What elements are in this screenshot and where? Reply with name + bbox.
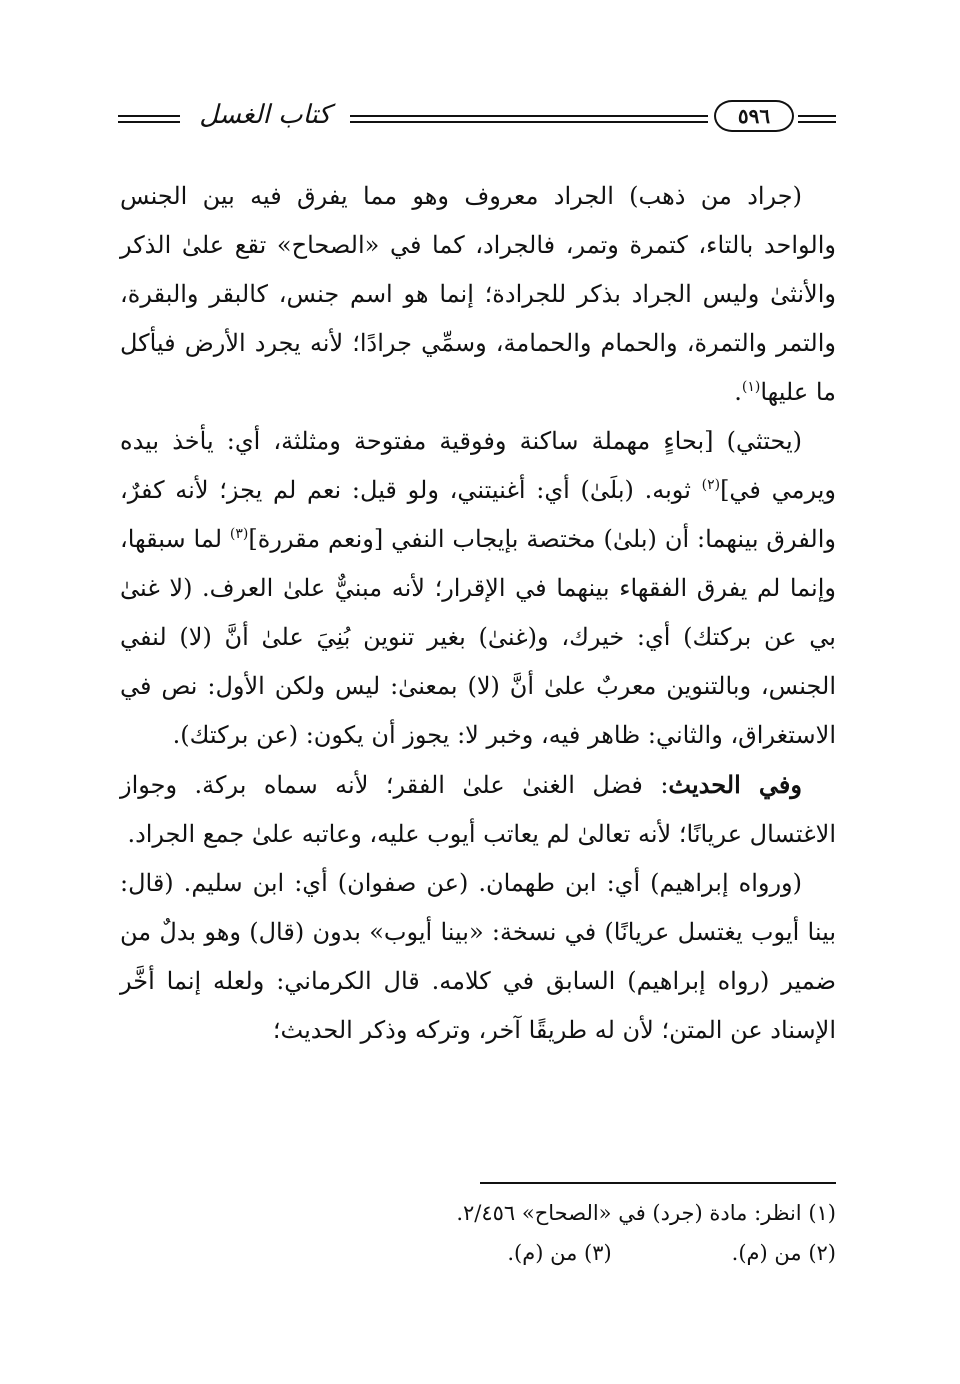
footnote-marker: (٣) bbox=[229, 526, 249, 542]
page-header bbox=[118, 98, 836, 138]
bold-heading: وفي الحديث bbox=[668, 770, 802, 799]
paragraph bbox=[120, 859, 836, 1055]
header-rule-middle bbox=[350, 115, 708, 123]
paragraph-text: ثوبه. (بلَىٰ) أي: أغنيتني، ولو قيل: نعم لم يجز؛ لأنه كفرٌ، والفرق بينهما: أن (بلىٰ) مختصة بإيجاب النفي [ونعم مقررة] bbox=[120, 476, 836, 553]
footnote-3: (٣) من (م). bbox=[507, 1241, 612, 1265]
paragraph-text: (ورواه إبراهيم) أي: ابن طهمان. (عن صفوان) أي: ابن سليم. (قال: بينا أيوب يغتسل عريانًا) في نسخة: «بينا أيوب» بدون (قال) وهو بدلٌ من ضمير (رواه إبراهيم) السابق في كلامه. قال الكرماني: ولعله إنما أخَّر الإسناد عن المتن؛ لأن له طريقًا آخر، وتركه وذكر الحديث؛ bbox=[120, 869, 836, 1044]
footnote-separator bbox=[480, 1182, 836, 1184]
paragraph-text: لما سبقها، وإنما لم يفرق الفقهاء بينهما في الإقرار؛ لأنه مبنيٌّ علىٰ العرف. (لا غنىٰ بي عن بركتك) أي: خيرك، و(غنىٰ) بغير تنوين بُنِيَ علىٰ أنَّ (لا) لنفي الجنس، وبالتنوين معربٌ علىٰ أنَّ (لا) بمعنىٰ: ليس ولكن الأول: نص في الاستغراق، والثاني: ظاهر فيه، وخبر لا: يجوز أن يكون: (عن بركتك). bbox=[120, 525, 836, 749]
paragraph bbox=[120, 760, 836, 859]
paragraph-text: : فضل الغنىٰ علىٰ الفقر؛ لأنه سماه بركة. وجواز الاغتسال عريانًا؛ لأنه تعالىٰ لم يعاتب أيوب عليه، وعاتبه علىٰ جمع الجراد. bbox=[120, 771, 836, 848]
paragraph bbox=[120, 172, 836, 417]
header-rule-left bbox=[118, 115, 180, 123]
page-number: ٥٩٦ bbox=[714, 100, 794, 132]
footnote-1: (١) انظر: مادة (جرد) في «الصحاح» ٢/٤٥٦. bbox=[456, 1201, 836, 1225]
footnote-row bbox=[120, 1233, 836, 1273]
footnote-marker: (١) bbox=[741, 379, 761, 395]
footnotes bbox=[120, 1193, 836, 1273]
paragraph-text: (يحتثي) [بحاءٍ مهملة ساكنة وفوقية مفتوحة ومثلثة، أي: يأخذ بيده ويرمي في] bbox=[120, 427, 836, 504]
paragraph bbox=[120, 417, 836, 760]
main-text bbox=[120, 172, 836, 1055]
header-rule-right bbox=[798, 115, 836, 123]
paragraph-text: . bbox=[734, 378, 742, 406]
footnote-marker: (٢) bbox=[701, 477, 721, 493]
paragraph-text: (جراد من ذهب) الجراد معروف وهو مما يفرق فيه بين الجنس والواحد بالتاء، كتمرة وتمر، فالجراد، كما في «الصحاح» تقع علىٰ الذكر والأنثىٰ وليس الجراد بذكر للجرادة؛ إنما هو اسم جنس، كالبقر والبقرة، والتمر والتمرة، والحمام والحمامة، وسمِّي جرادًا؛ لأنه يجرد الأرض فيأكل ما عليها bbox=[120, 182, 836, 406]
footnote-2: (٢) من (م). bbox=[731, 1241, 836, 1265]
running-title: كتاب الغسل bbox=[199, 100, 331, 130]
